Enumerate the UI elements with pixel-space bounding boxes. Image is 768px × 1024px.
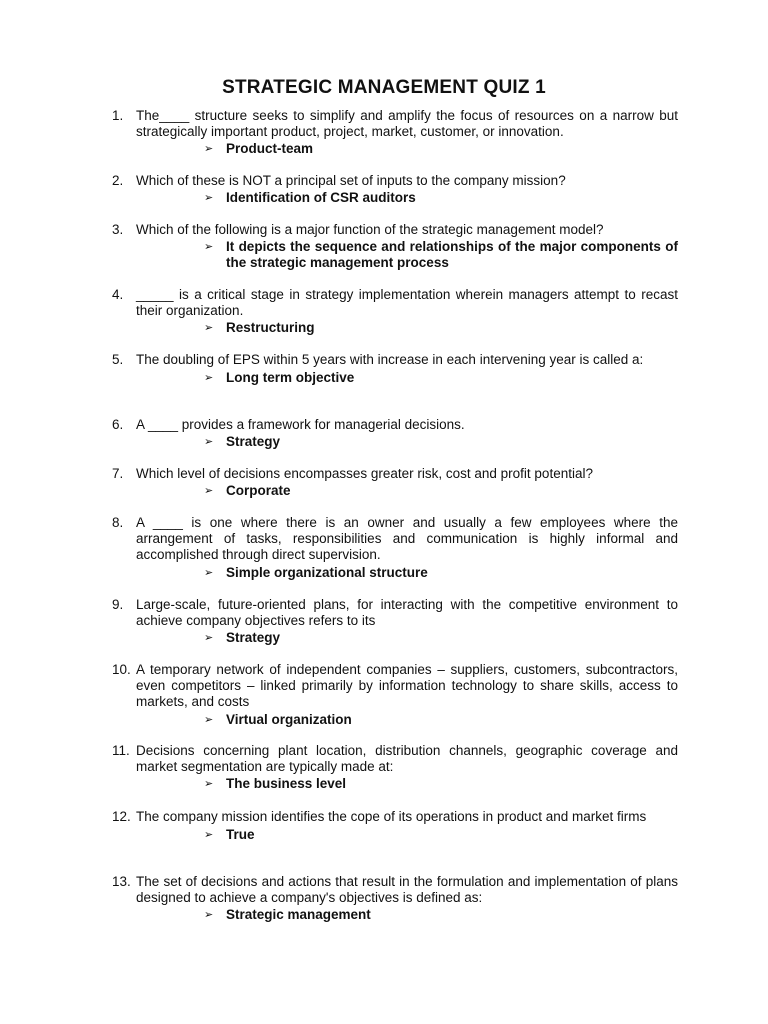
question-item bbox=[112, 287, 678, 337]
answer-text: Corporate bbox=[226, 483, 291, 499]
question-text: A ____ provides a framework for managerial decisions. bbox=[136, 417, 465, 432]
arrow-bullet-icon: ➢ bbox=[204, 241, 214, 254]
answer bbox=[204, 190, 678, 206]
arrow-bullet-icon: ➢ bbox=[204, 829, 214, 842]
arrow-bullet-icon: ➢ bbox=[204, 322, 214, 335]
answer bbox=[204, 907, 678, 923]
answer-text: Long term objective bbox=[226, 370, 355, 386]
answer-text: Identification of CSR auditors bbox=[226, 190, 416, 206]
answer bbox=[204, 483, 678, 499]
question-text: _____ is a critical stage in strategy implementation wherein managers attempt to recast their organization. bbox=[136, 287, 678, 319]
answer-text: Strategic management bbox=[226, 907, 371, 923]
answer-text: Restructuring bbox=[226, 320, 315, 336]
answer-text: Strategy bbox=[226, 434, 281, 450]
arrow-bullet-icon: ➢ bbox=[204, 436, 214, 449]
question-text: The doubling of EPS within 5 years with increase in each intervening year is called a: bbox=[136, 352, 644, 367]
question-text: Which of these is NOT a principal set of inputs to the company mission? bbox=[136, 173, 566, 188]
question-number: 7. bbox=[112, 466, 124, 481]
answer bbox=[204, 827, 678, 843]
question-number: 4. bbox=[112, 287, 124, 302]
arrow-bullet-icon: ➢ bbox=[204, 632, 214, 645]
question-text: Which level of decisions encompasses greater risk, cost and profit potential? bbox=[136, 466, 593, 481]
question-number: 10. bbox=[112, 662, 131, 677]
arrow-bullet-icon: ➢ bbox=[204, 485, 214, 498]
question-number: 5. bbox=[112, 352, 124, 367]
question-item bbox=[112, 173, 678, 206]
answer bbox=[204, 239, 678, 271]
answer bbox=[204, 141, 678, 157]
question-text: The company mission identifies the cope of its operations in product and market firms bbox=[136, 809, 647, 824]
question-item bbox=[112, 662, 678, 728]
question-item bbox=[112, 515, 678, 581]
question-item bbox=[112, 352, 678, 386]
page-title: STRATEGIC MANAGEMENT QUIZ 1 bbox=[222, 77, 546, 98]
question-number: 3. bbox=[112, 222, 124, 237]
question-number: 11. bbox=[112, 743, 130, 758]
answer bbox=[204, 370, 678, 386]
answer-text: Strategy bbox=[226, 630, 281, 646]
answer-text: Simple organizational structure bbox=[226, 564, 428, 580]
question-item bbox=[112, 222, 678, 272]
question-number: 13. bbox=[112, 874, 131, 889]
arrow-bullet-icon: ➢ bbox=[204, 143, 214, 156]
question-text: The____ structure seeks to simplify and amplify the focus of resources on a narrow but strategically important product, project, market, customer, or innovation. bbox=[136, 108, 678, 140]
question-text: Large-scale, future-oriented plans, for interacting with the competitive environment to achieve company objectives refers to its bbox=[136, 597, 678, 629]
question-text: Decisions concerning plant location, distribution channels, geographic coverage and market segmentation are typically made at: bbox=[136, 743, 678, 775]
answer-text: Virtual organization bbox=[226, 711, 352, 727]
answer bbox=[204, 434, 678, 450]
question-item bbox=[112, 108, 678, 158]
answer bbox=[204, 565, 678, 581]
question-item bbox=[112, 597, 678, 647]
question-number: 8. bbox=[112, 515, 124, 530]
arrow-bullet-icon: ➢ bbox=[204, 192, 214, 205]
question-number: 12. bbox=[112, 809, 131, 824]
arrow-bullet-icon: ➢ bbox=[204, 909, 214, 922]
answer bbox=[204, 630, 678, 646]
question-text: A ____ is one where there is an owner and usually a few employees where the arrangement of tasks, responsibilities and communication is highly informal and accomplished through direct supervision. bbox=[136, 515, 678, 563]
question-item bbox=[112, 743, 678, 793]
question-text: A temporary network of independent companies – suppliers, customers, subcontractors, even competitors – linked primarily by information technology to share skills, access to markets, and costs bbox=[136, 662, 678, 710]
arrow-bullet-icon: ➢ bbox=[204, 566, 214, 579]
question-number: 2. bbox=[112, 173, 124, 188]
answer-text: It depicts the sequence and relationships of the major components of the strategic management process bbox=[226, 239, 678, 271]
question-number: 9. bbox=[112, 597, 124, 612]
question-text: Which of the following is a major function of the strategic management model? bbox=[136, 222, 604, 237]
question-item bbox=[112, 466, 678, 499]
answer bbox=[204, 776, 678, 792]
arrow-bullet-icon: ➢ bbox=[204, 713, 214, 726]
arrow-bullet-icon: ➢ bbox=[204, 372, 214, 385]
question-text: The set of decisions and actions that result in the formulation and implementation of plans designed to achieve a company's objectives is defined as: bbox=[136, 874, 678, 906]
answer-text: Product-team bbox=[226, 141, 314, 157]
answer bbox=[204, 320, 678, 336]
question-number: 6. bbox=[112, 417, 124, 432]
answer-text: The business level bbox=[226, 776, 347, 792]
arrow-bullet-icon: ➢ bbox=[204, 778, 214, 791]
answer-text: True bbox=[226, 827, 255, 843]
answer bbox=[204, 712, 678, 728]
question-item bbox=[112, 874, 678, 924]
question-number: 1. bbox=[112, 108, 124, 123]
question-item bbox=[112, 809, 678, 843]
question-item bbox=[112, 417, 678, 450]
